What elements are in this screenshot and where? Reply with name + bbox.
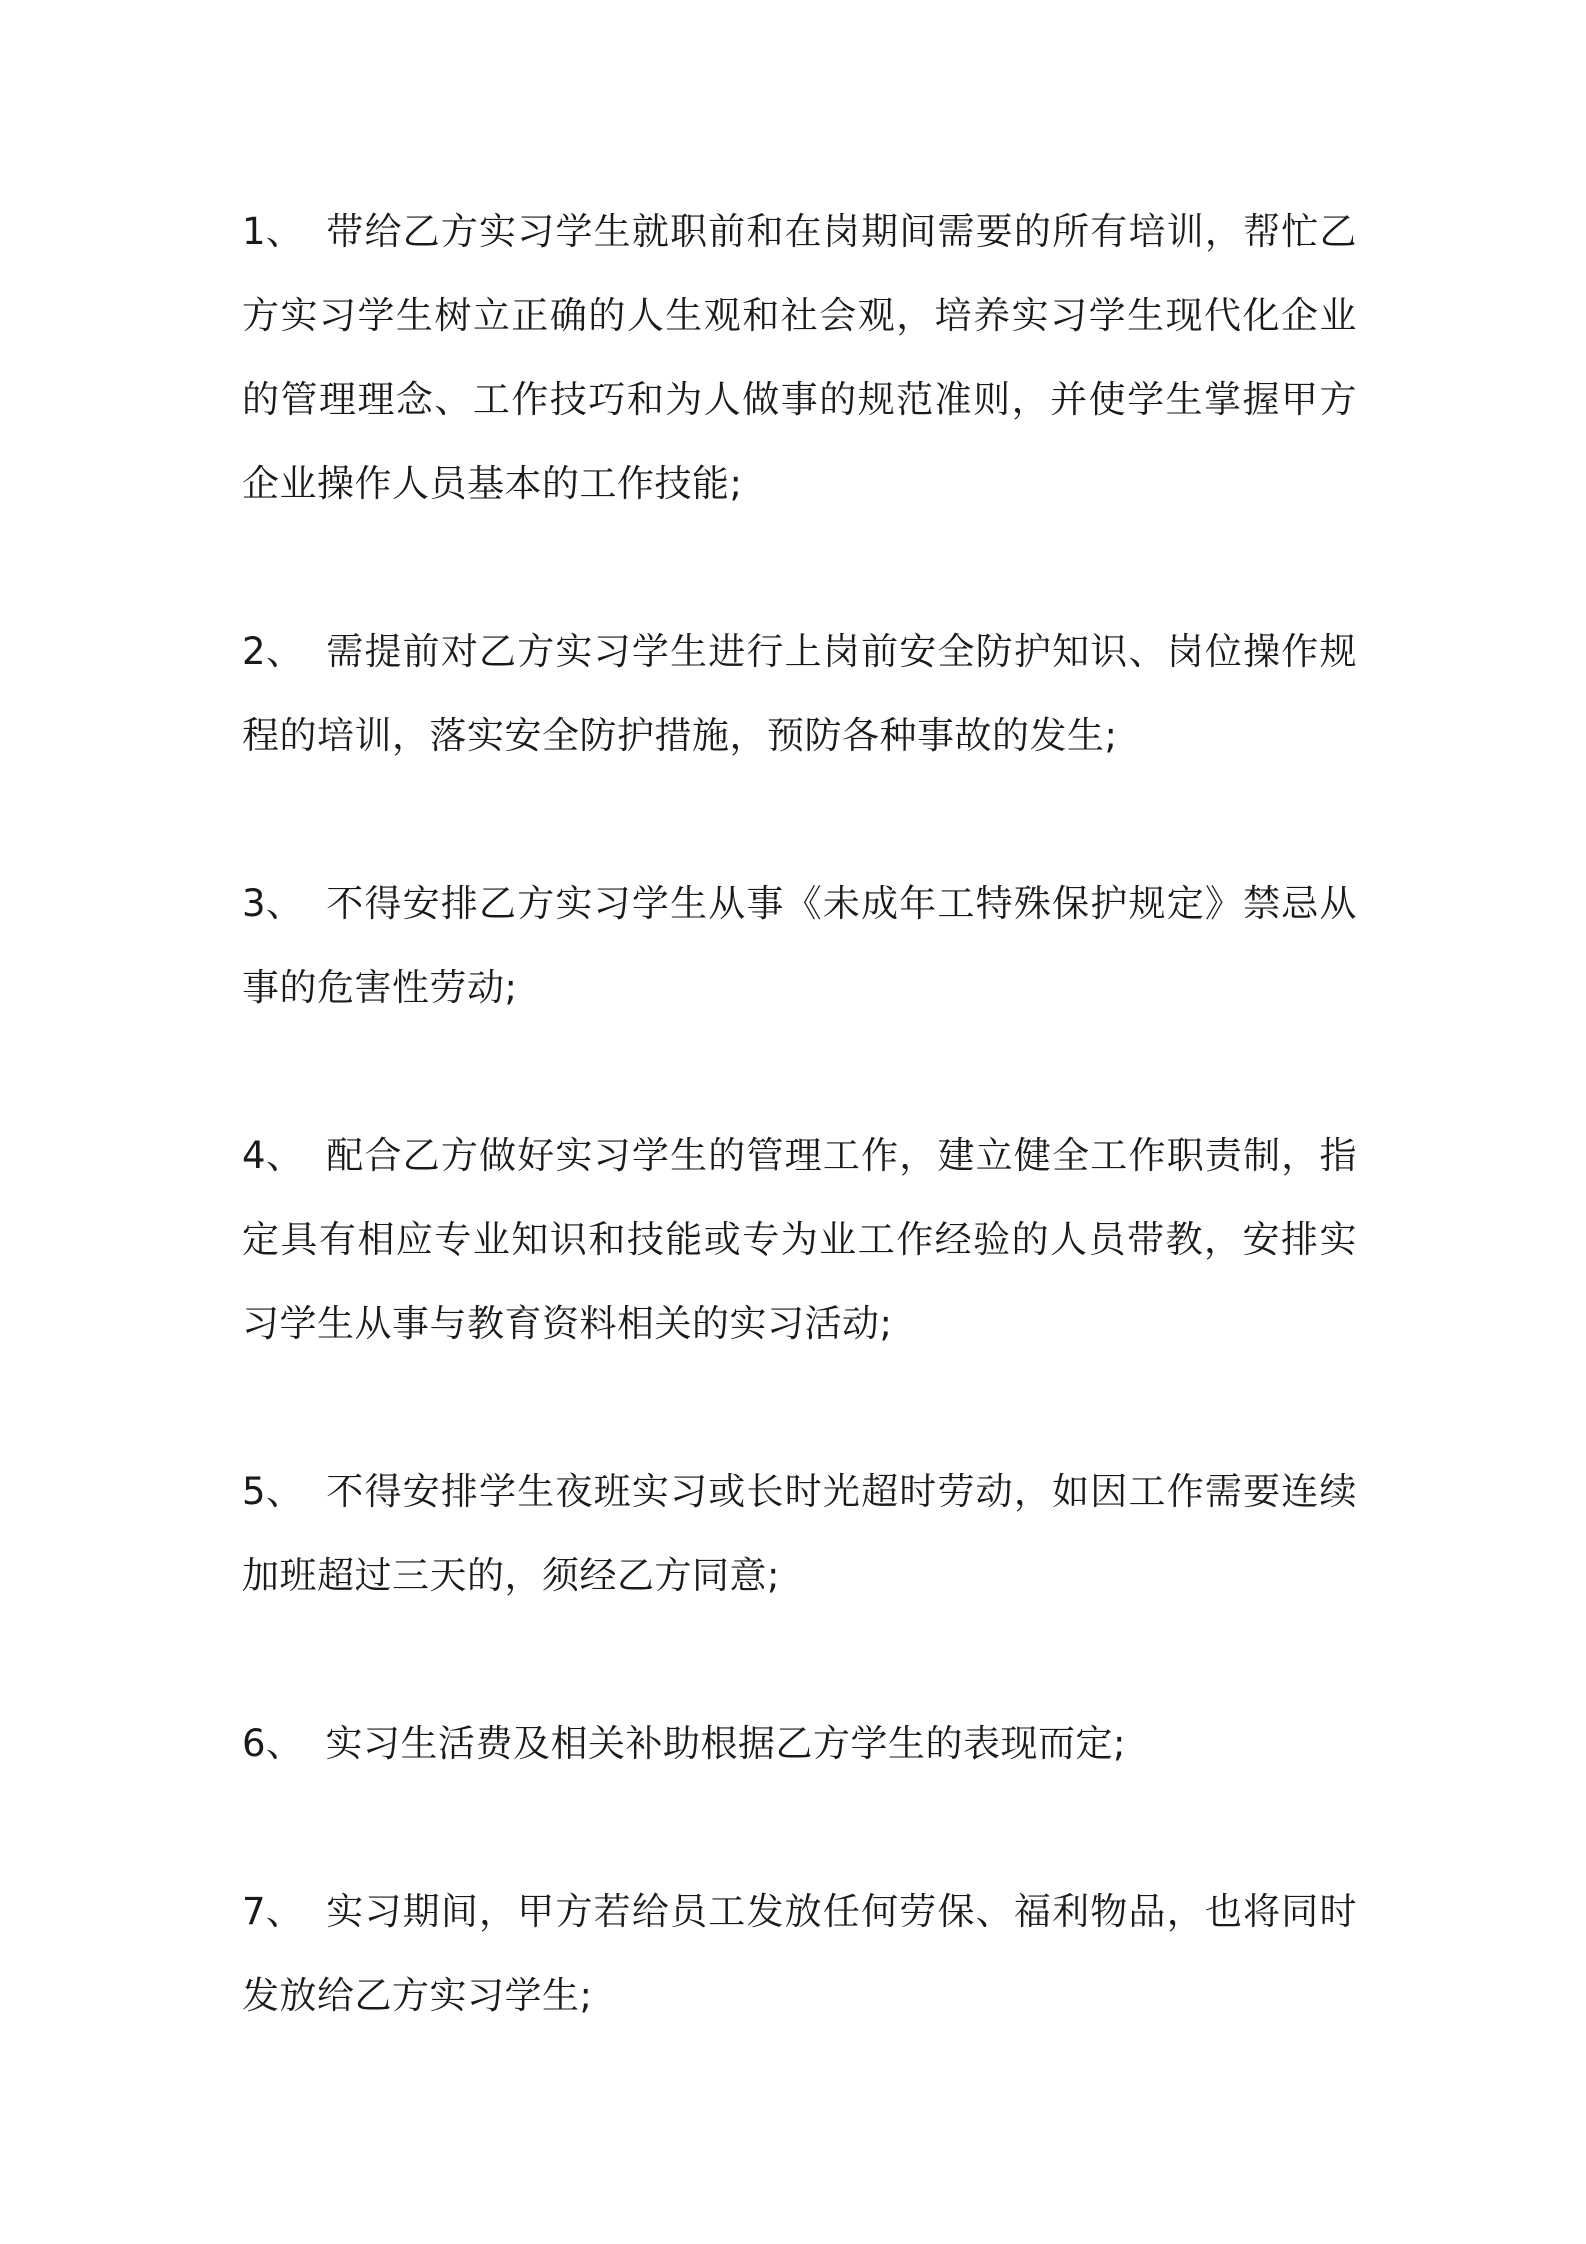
clause-number: 5、 <box>242 1470 304 1513</box>
clause-text: 配合乙方做好实习学生的管理工作，建立健全工作职责制，指定具有相应专业知识和技能或专为业工作经验的人员带教，安排实习学生从事与教育资料相关的实习活动; <box>242 1134 1357 1345</box>
clause-text: 不得安排乙方实习学生从事《未成年工特殊保护规定》禁忌从事的危害性劳动; <box>242 882 1357 1009</box>
clause-number: 6、 <box>242 1722 304 1765</box>
clause-text: 需提前对乙方实习学生进行上岗前安全防护知识、岗位操作规程的培训，落实安全防护措施，预防各种事故的发生; <box>242 630 1357 757</box>
clause-number: 7、 <box>242 1890 304 1933</box>
clause-item <box>242 1114 1357 1366</box>
clause-item <box>242 610 1357 778</box>
clause-item <box>242 1870 1357 2038</box>
clause-item <box>242 1450 1357 1618</box>
clause-number: 1、 <box>242 210 304 253</box>
clause-number: 3、 <box>242 882 304 925</box>
clause-item <box>242 862 1357 1030</box>
clause-list <box>242 190 1357 2122</box>
clause-item <box>242 1702 1357 1786</box>
clause-item <box>242 190 1357 526</box>
clause-text: 带给乙方实习学生就职前和在岗期间需要的所有培训，帮忙乙方实习学生树立正确的人生观和社会观，培养实习学生现代化企业的管理理念、工作技巧和为人做事的规范准则，并使学生掌握甲方企业操作人员基本的工作技能; <box>242 210 1357 505</box>
clause-number: 4、 <box>242 1134 304 1177</box>
clause-number: 2、 <box>242 630 304 673</box>
clause-text: 不得安排学生夜班实习或长时光超时劳动，如因工作需要连续加班超过三天的，须经乙方同意; <box>242 1470 1357 1597</box>
clause-text: 实习期间，甲方若给员工发放任何劳保、福利物品，也将同时发放给乙方实习学生; <box>242 1890 1357 2017</box>
clause-text: 实习生活费及相关补助根据乙方学生的表现而定; <box>325 1722 1127 1765</box>
